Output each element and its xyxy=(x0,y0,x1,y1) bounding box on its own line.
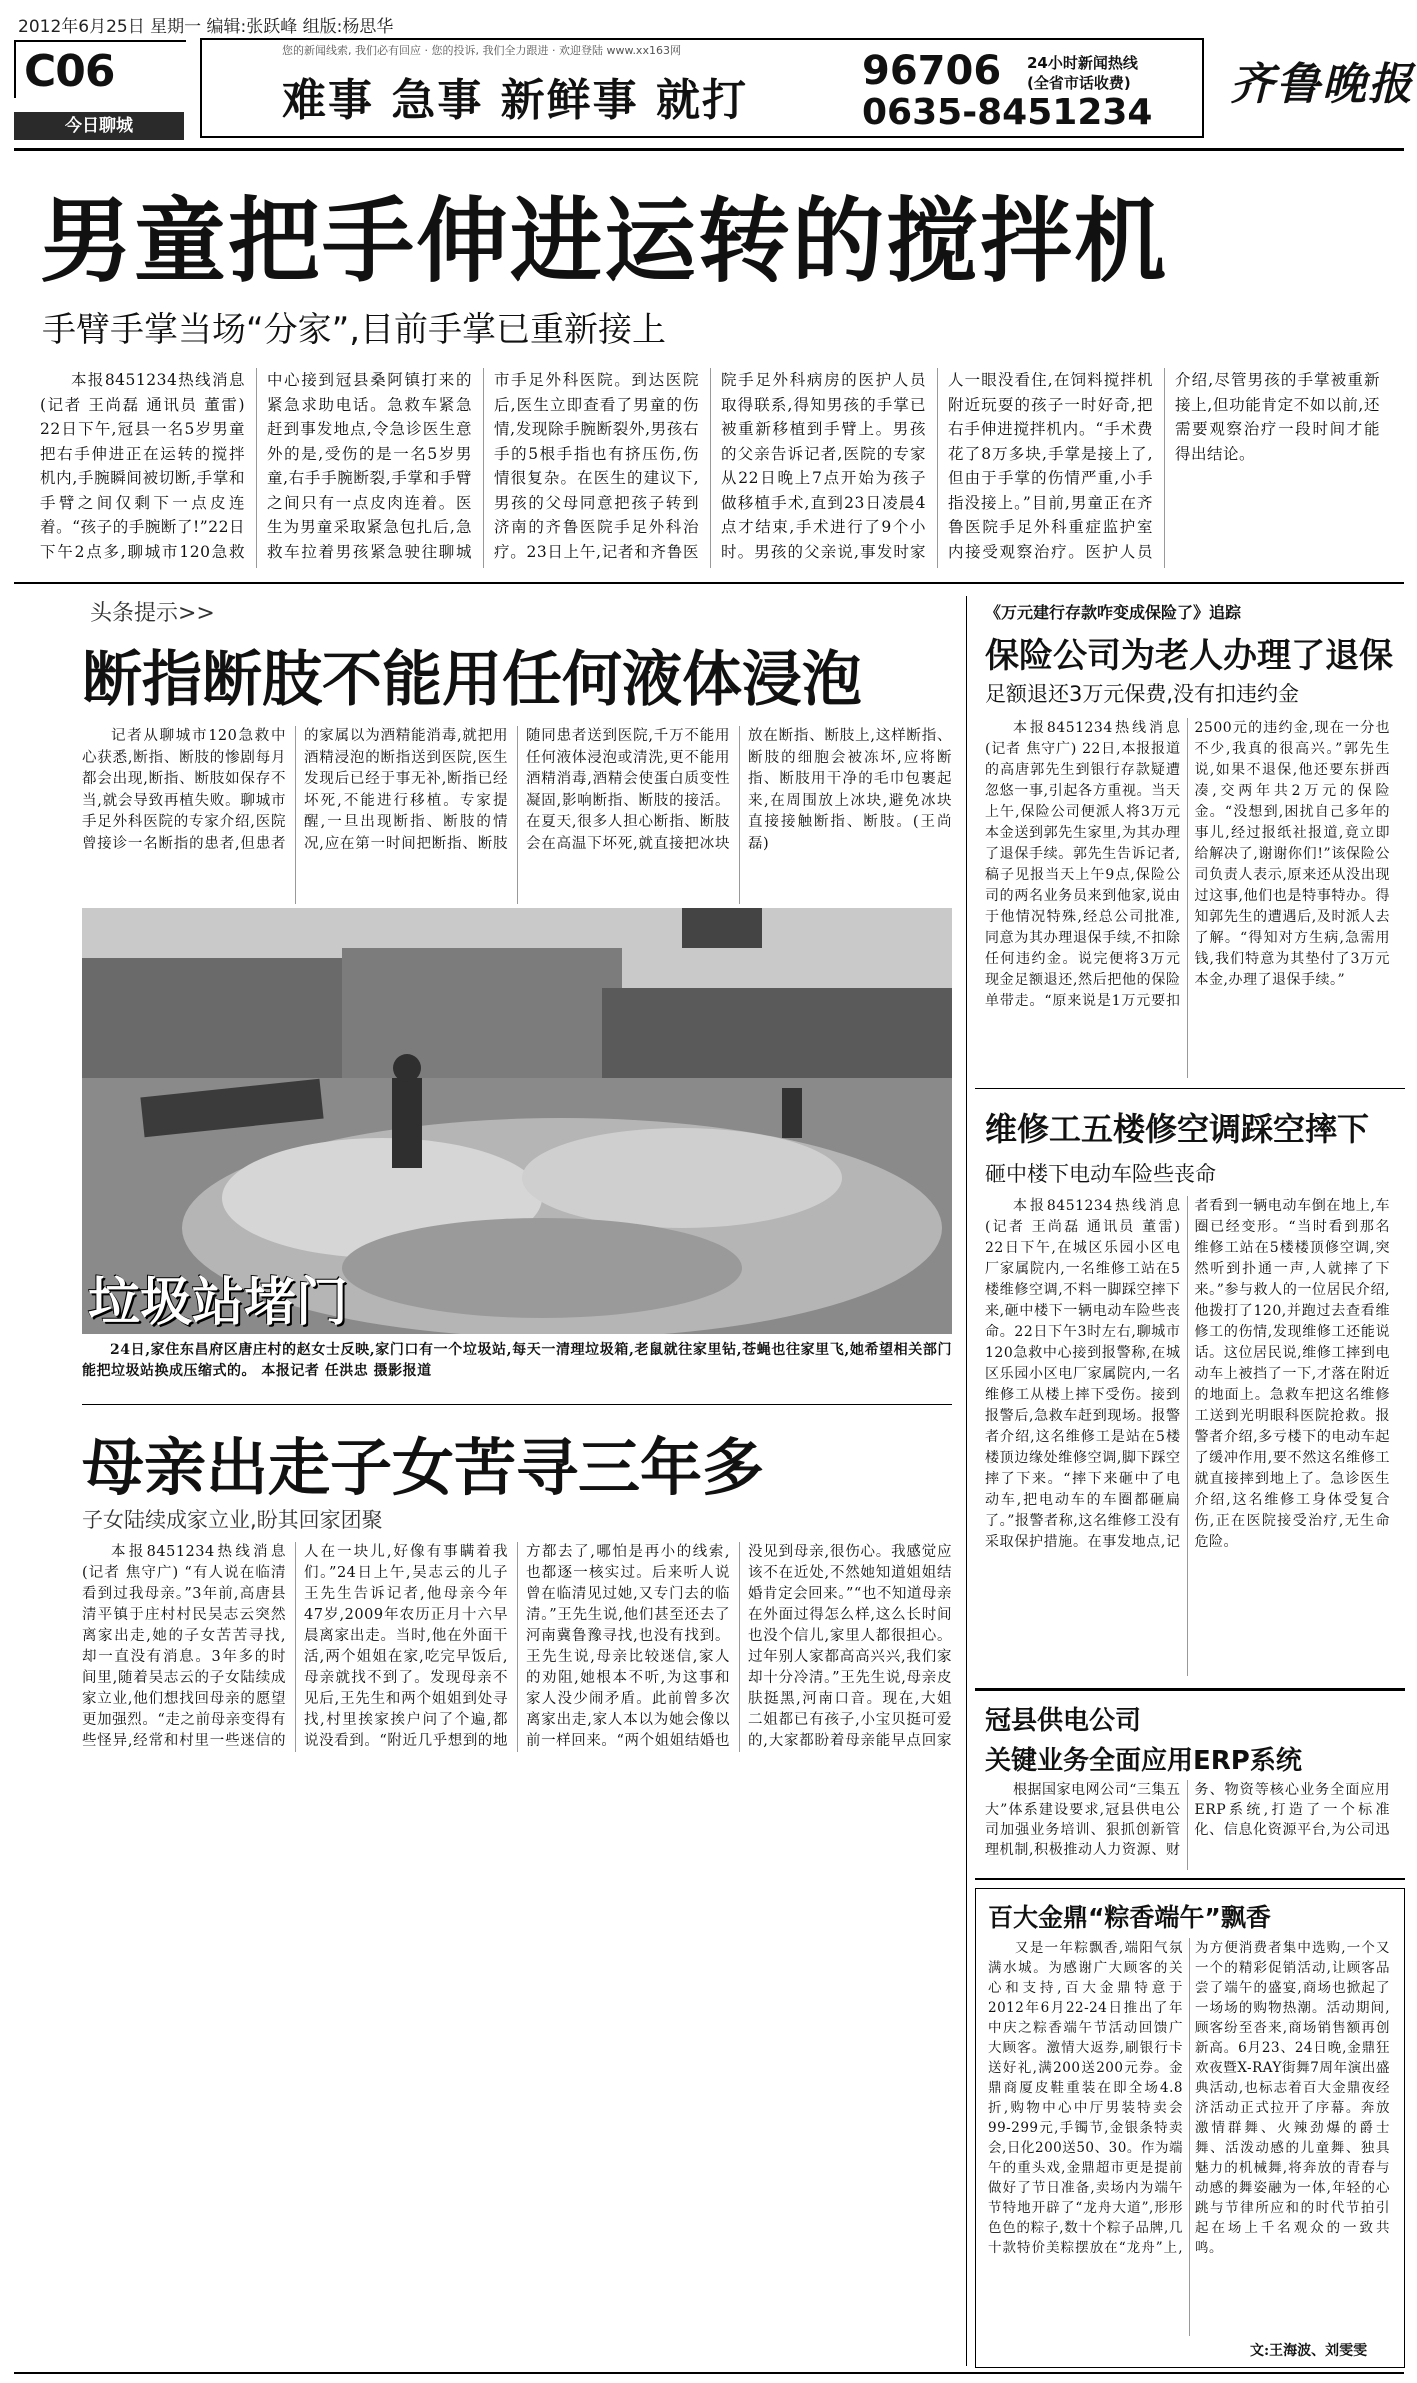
right-column-divider xyxy=(966,596,967,2366)
banner-small-text: 您的新闻线索, 我们必有回应 · 您的投诉, 我们全力跟进 · 欢迎登陆 www.xx163网 xyxy=(282,44,681,57)
hotline-long: 0635-8451234 xyxy=(862,92,1153,133)
page-bottom-rule xyxy=(14,2372,1404,2374)
lead-body: 本报8451234热线消息(记者 王尚磊 通讯员 董雷) 22日下午,冠县一名5岁男童把右手伸进正在运转的搅拌机内,手腕瞬间被切断,手掌和手臂之间仅剩下一点皮连着。“孩子的手腕断了!”22日下午2点多,聊城市120急救中心接到冠县桑阿镇打来的紧急求助电话。急救车紧急赶到事发地点,令急诊医生意外的是,受伤的是一名5岁男童,右手手腕断裂,手掌和手臂之间只有一点皮肉连着。医生为男童采取紧急包扎后,急救车拉着男孩紧急驶往聊城市手足外科医院。到达医院后,医生立即查看了男童的伤情,发现除手腕断裂外,男孩右手的5根手指也有挤压伤,伤情很复杂。在医生的建议下,男孩的父母同意把孩子转到济南的齐鲁医院手足外科治疗。23日上午,记者和齐鲁医院手足外科病房的医护人员取得联系,得知男孩的手掌已被重新移植到手臂上。男孩的父亲告诉记者,医院的专家从22日晚上7点开始为孩子做移植手术,直到23日凌晨4点才结束,手术进行了9个小时。男孩的父亲说,事发时家人一眼没看住,在饲料搅拌机附近玩耍的孩子一时好奇,把右手伸进搅拌机内。“手术费花了8万多块,手掌是接上了,但由于手掌的伤情严重,小手指没接上。”目前,男童正在齐鲁医院手足外科重症监护室内接受观察治疗。医护人员介绍,尽管男孩的手掌被重新接上,但功能肯定不如以前,还需要观察治疗一段时间才能得出结论。 xyxy=(40,371,1380,561)
mall-headline: 百大金鼎“粽香端午”飘香 xyxy=(988,1903,1271,1932)
newspaper-brand: 齐鲁晚报 xyxy=(1230,59,1414,110)
tips-headline: 断指断肢不能用任何液体浸泡 xyxy=(82,645,862,715)
mother-headline: 母亲出走子女苦寻三年多 xyxy=(82,1431,765,1504)
insurance-subhead: 足额退还3万元保费,没有扣违约金 xyxy=(985,682,1300,706)
section-label: 今日聊城 xyxy=(14,112,184,140)
repair-body: 本报8451234热线消息(记者 王尚磊 通讯员 董雷) 22日下午,在城区乐园小区电厂家属院内,一名维修工站在5楼维修空调,不料一脚踩空摔下来,砸中楼下一辆电动车险些丧命。22日下午3时左右,聊城市120急救中心接到报警称,在城区乐园小区电厂家属院内,一名维修工从楼上摔下受伤。接到报警后,急救车赶到现场。报警者介绍,这名维修工是站在5楼楼顶边缘处维修空调,脚下踩空摔了下来。“摔下来砸中了电动车,把电动车的车圈都砸扁了。”报警者称,这名维修工没有采取保护措施。在事发地点,记者看到一辆电动车倒在地上,车圈已经变形。“当时看到那名维修工站在5楼楼顶修空调,突然听到扑通一声,人就摔了下来。”参与救人的一位居民介绍,他拨打了120,并跑过去查看维修工的伤情,发现维修工还能说话。这位居民说,维修工摔到电动车上被挡了一下,才落在附近的地面上。急救车把这名维修工送到光明眼科医院抢救。报警者介绍,多亏楼下的电动车起了缓冲作用,要不然这名维修工就直接摔到地上了。急诊医生介绍,这名维修工身体受复合伤,正在医院接受治疗,无生命危险。 xyxy=(985,1198,1390,1550)
insurance-kicker: 《万元建行存款咋变成保险了》追踪 xyxy=(985,603,1242,622)
insurance-body: 本报8451234热线消息(记者 焦守广) 22日,本报报道的高唐郭先生到银行存款疑遭忽悠一事,引起各方重视。当天上午,保险公司便派人将3万元本金送到郭先生家里,为其办理了退保手续。郭先生告诉记者,稿子见报当天上午9点,保险公司的两名业务员来到他家,说由于他情况特殊,经总公司批准,同意为其办理退保手续,不扣除任何违约金。说完便将3万元现金足额退还,然后把他的保险单带走。“原来说是1万元要扣2500元的违约金,现在一分也不少,我真的很高兴。”郭先生说,如果不退保,他还要东拼西凑,交两年共2万元的保险金。“没想到,困扰自己多年的事儿,经过报纸社报道,竟立即给解决了,谢谢你们!”该保险公司负责人表示,原来还从没出现过这事,他们也是特事特办。得知郭先生的遭遇后,及时派人去了解。“得知对方生病,急需用钱,我们特意为其垫付了3万元本金,办理了退保手续。” xyxy=(985,720,1390,1009)
garbage-photo xyxy=(82,908,952,1334)
tips-kicker: 头条提示>> xyxy=(90,601,215,626)
photo-caption: 24日,家住东昌府区唐庄村的赵女士反映,家门口有一个垃圾站,每天一清理垃圾箱,老鼠就往家里钻,苍蝇也往家里飞,她希望相关部门能把垃圾站换成压缩式的。 本报记者 任洪忠 摄影报道 xyxy=(82,1342,952,1379)
repair-bottom-rule xyxy=(975,1688,1405,1691)
hotline-short: 96706 xyxy=(862,48,1002,94)
banner-slogan: 难事 急事 新鲜事 就打 xyxy=(282,75,748,126)
masthead-rule xyxy=(14,148,1404,151)
repair-headline: 维修工五楼修空调踩空摔下 xyxy=(985,1110,1370,1148)
mall-body: 又是一年粽飘香,端阳气氛满水城。为感谢广大顾客的关心和支持,百大金鼎特意于2012年6月22-24日推出了年中庆之粽香端午节活动回馈广大顾客。激情大返券,刷银行卡送好礼,满200送200元券。金鼎商厦皮鞋重装在即全场4.8折,购物中心中厅男装特卖会99-299元,手镯节,金银条特卖会,日化200送50、30。作为端午的重头戏,金鼎超市更是提前做好了节日准备,卖场内为端午节特地开辟了“龙舟大道”,形形色色的粽子,数十个粽子品牌,几十款特价美粽摆放在“龙舟”上,为方便消费者集中选购,一个又一个的精彩促销活动,让顾客品尝了端午的盛宴,商场也掀起了一场场的购物热潮。活动期间,顾客纷至沓来,商场销售额再创新高。6月23、24日晚,金鼎狂欢夜暨X-RAY街舞7周年演出盛典活动,也标志着百大金鼎夜经济活动正式拉开了序幕。奔放激情群舞、火辣劲爆的爵士舞、活泼动感的儿童舞、独具魅力的机械舞,将奔放的青春与动感的舞姿融为一体,年轻的心跳与节律所应和的时代节拍引起在场上千名观众的一致共鸣。 xyxy=(988,1940,1390,2256)
insurance-bottom-rule xyxy=(975,1088,1405,1089)
photo-overlay-title: 垃圾站堵门 xyxy=(88,1273,349,1333)
mother-body: 本报8451234热线消息(记者 焦守广) “有人说在临清看到过我母亲。”3年前,高唐县清平镇于庄村村民吴志云突然离家出走,她的子女苦苦寻找,却一直没有消息。3年多的时间里,随着吴志云的子女陆续成家立业,他们想找回母亲的愿望更加强烈。“走之前母亲变得有些怪异,经常和村里一些迷信的人在一块儿,好像有事瞒着我们。”24日上午,吴志云的儿子王先生告诉记者,他母亲今年47岁,2009年农历正月十六早晨离家出走。当时,他在外面干活,两个姐姐在家,吃完早饭后,母亲就找不到了。发现母亲不见后,王先生和两个姐姐到处寻找,村里挨家挨户问了个遍,都说没看到。“附近几乎想到的地方都去了,哪怕是再小的线索,也都逐一核实过。后来听人说曾在临清见过她,又专门去的临清。”王先生说,他们甚至还去了河南冀鲁豫寻找,也没有找到。王先生说,母亲比较迷信,家人的劝阻,她根本不听,为这事和家人没少闹矛盾。此前曾多次离家出走,家人本以为她会像以前一样回来。“两个姐姐结婚也没见到母亲,很伤心。我感觉应该不在近处,不然她知道姐姐结婚肯定会回来。”“也不知道母亲在外面过得怎么样,这么长时间也没个信儿,家里人都很担心。过年别人家都高高兴兴,我们家却十分冷清。”王先生说,母亲皮肤挺黑,河南口音。现在,大姐二姐都已有孩子,小宝贝挺可爱的,大家都盼着母亲能早点回家 xyxy=(82,1544,952,1749)
power-bottom-rule xyxy=(975,1878,1405,1880)
lead-bottom-rule xyxy=(14,582,1404,584)
hotline-note-2: (全省市话收费) xyxy=(1027,74,1131,92)
power-headline-1: 冠县供电公司 xyxy=(985,1706,1142,1736)
lead-subhead: 手臂手掌当场“分家”,目前手掌已重新接上 xyxy=(42,310,667,350)
mall-byline: 文:王海波、刘雯雯 xyxy=(1250,2343,1368,2359)
lead-headline: 男童把手伸进运转的搅拌机 xyxy=(40,188,1169,295)
page-number-box xyxy=(14,40,186,98)
insurance-headline: 保险公司为老人办理了退保 xyxy=(985,636,1393,676)
date-line: 2012年6月25日 星期一 编辑:张跃峰 组版:杨思华 xyxy=(18,17,394,37)
mother-subhead: 子女陆续成家立业,盼其回家团聚 xyxy=(82,1508,383,1532)
photo-bottom-rule xyxy=(82,1404,952,1405)
power-body: 根据国家电网公司“三集五大”体系建设要求,冠县供电公司加强业务培训、狠抓创新管理机制,积极推动人力资源、财务、物资等核心业务全面应用ERP系统,打造了一个标准化、信息化资源平台,为公司迅 xyxy=(985,1782,1390,1858)
page-number: C06 xyxy=(24,46,115,97)
repair-subhead: 砸中楼下电动车险些丧命 xyxy=(985,1162,1216,1186)
hotline-banner xyxy=(200,38,1204,138)
hotline-note-1: 24小时新闻热线 xyxy=(1027,54,1138,72)
power-headline-2: 关键业务全面应用ERP系统 xyxy=(985,1746,1302,1776)
tips-body: 记者从聊城市120急救中心获悉,断指、断肢的惨剧每月都会出现,断指、断肢如保存不当,就会导致再植失败。聊城市手足外科医院的专家介绍,医院曾接诊一名断指的患者,但患者的家属以为酒精能消毒,就把用酒精浸泡的断指送到医院,医生发现后已经于事无补,断指已经坏死,不能进行移植。专家提醒,一旦出现断指、断肢的情况,应在第一时间把断指、断肢随同患者送到医院,千万不能用任何液体浸泡或清洗,更不能用酒精消毒,酒精会使蛋白质变性凝固,影响断指、断肢的接活。在夏天,很多人担心断指、断肢会在高温下坏死,就直接把冰块放在断指、断肢上,这样断指、断肢的细胞会被冻坏,应将断指、断肢用干净的毛巾包裹起来,在周围放上冰块,避免冰块直接接触断指、断肢。(王尚磊) xyxy=(82,728,952,852)
